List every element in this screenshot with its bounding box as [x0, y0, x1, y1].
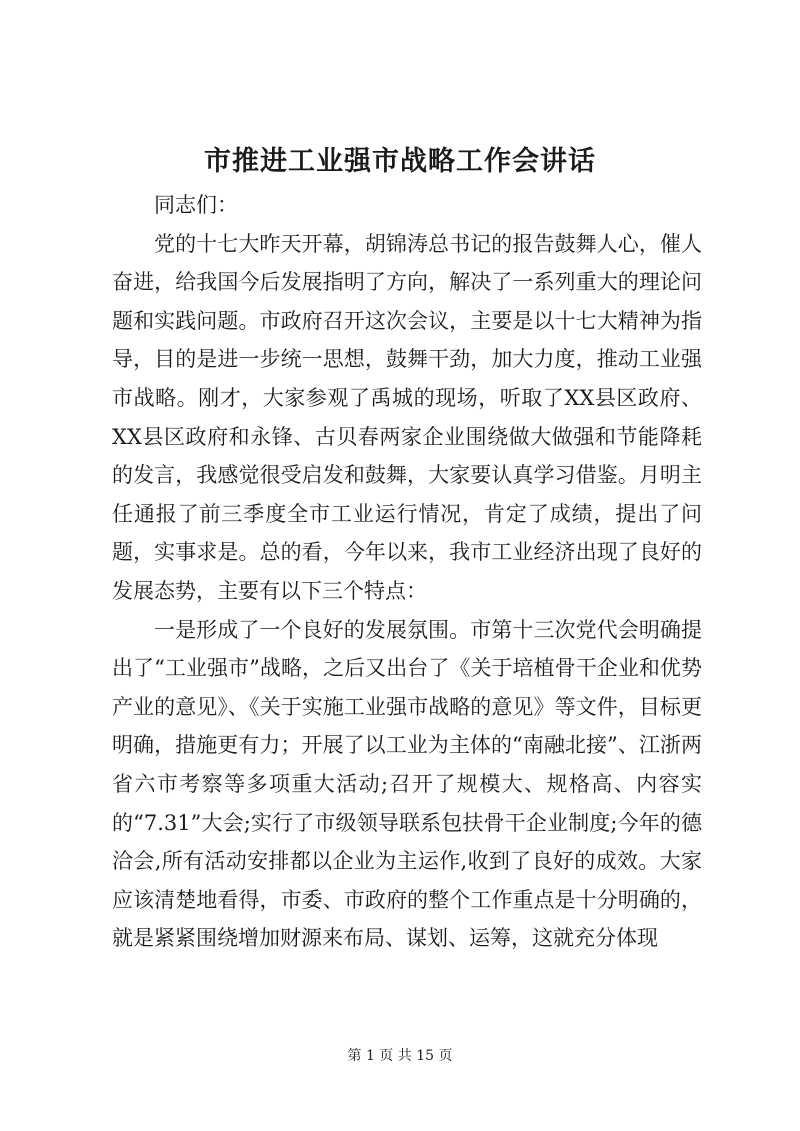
document-title: 市推进工业强市战略工作会讲话	[204, 146, 596, 177]
document-body	[112, 186, 702, 958]
page-footer: 第 1 页 共 15 页	[347, 1048, 453, 1064]
paragraph-1: 党的十七大昨天开幕，胡锦涛总书记的报告鼓舞人心，催人奋进，给我国今后发展指明了方向，解决了一系列重大的理论问题和实践问题。市政府召开这次会议，主要是以十七大精神为指导，目的是进一步统一思想，鼓舞干劲，加大力度，推动工业强市战略。刚才，大家参观了禹城的现场，听取了XX县区政府、XX县区政府和永锋、古贝春两家企业围绕做大做强和节能降耗的发言，我感觉很受启发和鼓舞，大家要认真学习借鉴。月明主任通报了前三季度全市工业运行情况，肯定了成绩，提出了问题，实事求是。总的看，今年以来，我市工业经济出现了良好的发展态势，主要有以下三个特点：	[112, 231, 702, 603]
salutation: 同志们：	[154, 193, 238, 217]
paragraph-2: 一是形成了一个良好的发展氛围。市第十三次党代会明确提出了“工业强市”战略，之后又出台了《关于培植骨干企业和优势产业的意见》、《关于实施工业强市战略的意见》等文件，目标更明确，措施更有力；开展了以工业为主体的“南融北接”、江浙两省六市考察等多项重大活动;召开了规模大、规格高、内容实的“7.31”大会;实行了市级领导联系包扶骨干企业制度;今年的德洽会,所有活动安排都以企业为主运作,收到了良好的成效。大家应该清楚地看得，市委、市政府的整个工作重点是十分明确的，就是紧紧围绕增加财源来布局、谋划、运筹，这就充分体现	[112, 617, 702, 951]
